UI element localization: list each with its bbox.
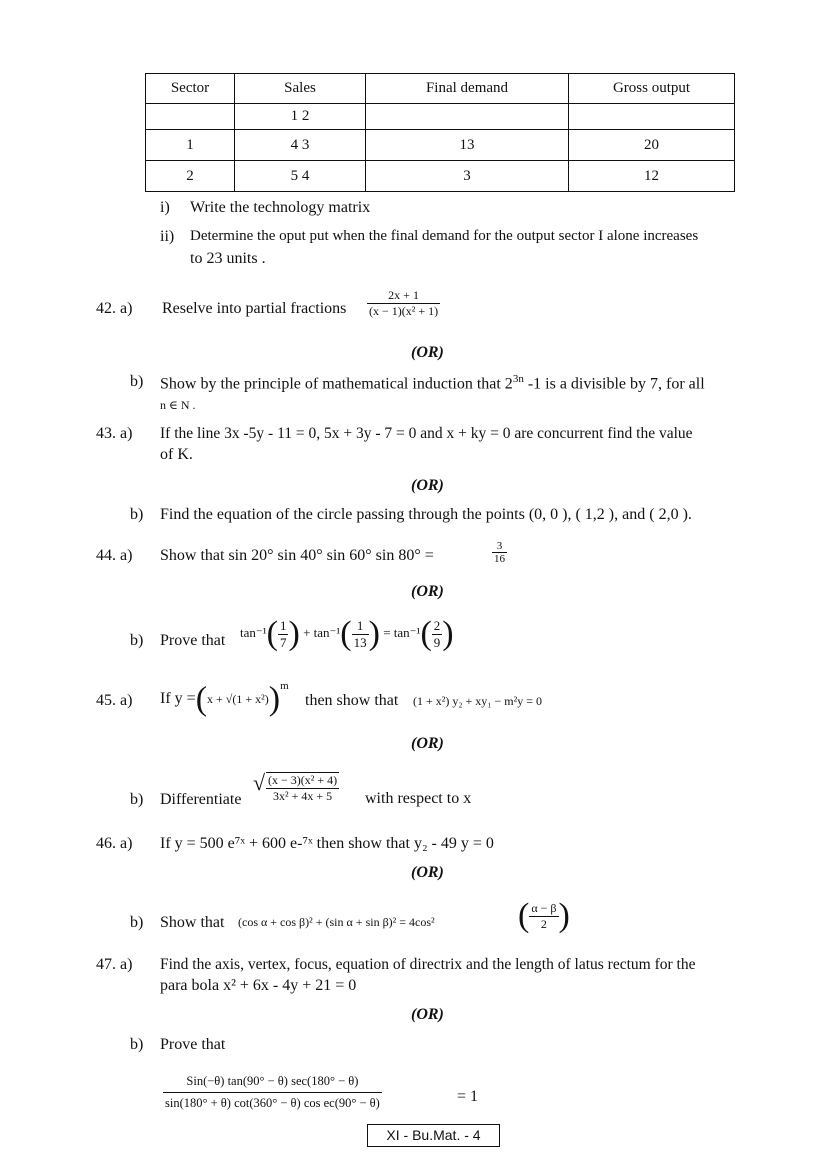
or-label: (OR) bbox=[411, 735, 444, 752]
or-label: (OR) bbox=[411, 583, 444, 600]
q45a-equation: (1 + x²) y₂ + xy₁ − m²y = 0 bbox=[413, 694, 542, 708]
q45-number: 45. a) bbox=[96, 692, 133, 709]
q44b-label: b) bbox=[130, 632, 144, 649]
q46-number: 46. a) bbox=[96, 835, 133, 852]
table-row: 1 4 3 13 20 bbox=[146, 130, 735, 161]
q41-i-label: i) bbox=[160, 199, 170, 216]
q45b-label: b) bbox=[130, 791, 144, 808]
q47b-rhs: = 1 bbox=[457, 1088, 479, 1105]
q43-number: 43. a) bbox=[96, 425, 133, 442]
or-label: (OR) bbox=[411, 864, 444, 881]
sqrt-sign: √ bbox=[253, 770, 266, 795]
q45b-fraction: $\frac{\text{(x − 3)(x² + 4)}}{\text{3x² + 4x + 5}}$ bbox=[268, 773, 338, 803]
q41-i-text: Write the technology matrix bbox=[190, 199, 371, 216]
q45a-then: then show that bbox=[305, 692, 399, 709]
q44a-fraction: $\frac{3}{16}$ bbox=[494, 540, 505, 565]
q47a-line1: Find the axis, vertex, focus, equation of directrix and the length of latus rectum for the bbox=[160, 956, 696, 973]
q46b-expression: (cos α + cos β)² + (sin α + sin β)² = 4cos² bbox=[238, 915, 435, 929]
q44-number: 44. a) bbox=[96, 547, 133, 564]
q45a-expression: If $y =(x + √(1 + x^2))^m$ bbox=[160, 680, 289, 718]
q45b-prefix: Differentiate bbox=[160, 791, 242, 808]
q42a-text: Reselve into partial fractions bbox=[162, 300, 347, 317]
table-row: 2 5 4 3 12 bbox=[146, 161, 735, 192]
or-label: (OR) bbox=[411, 1006, 444, 1023]
q47b-label: b) bbox=[130, 1036, 144, 1053]
q47a-line2: para bola x² + 6x - 4y + 21 = 0 bbox=[160, 977, 357, 994]
input-output-table bbox=[145, 73, 735, 192]
q47b-text: Prove that bbox=[160, 1036, 226, 1053]
q43a-line2: of K. bbox=[160, 446, 193, 463]
or-label: (OR) bbox=[411, 344, 444, 361]
q42a-fraction: $\frac{2x + 1}{\text{(x − 1)(x² + 1)}}$ bbox=[369, 288, 439, 318]
table-header-sales: Sales bbox=[235, 74, 366, 104]
q42b-label: b) bbox=[130, 373, 144, 390]
q44b-expression: tan⁻¹( $\frac{1}{7}$ ) + tan⁻¹( $\frac{1}{13}$ ) = tan⁻¹( $\frac{2}{9}$ ) bbox=[240, 615, 454, 652]
q46b-prefix: Show that bbox=[160, 914, 225, 931]
q47b-fraction: Sin(−θ) tan(90° − θ) sec(180° − θ) sin(180° + θ) cot(360° − θ) cos ec(90° − θ) bbox=[165, 1074, 380, 1110]
page-footer-code: XI - Bu.Mat. - 4 bbox=[367, 1124, 500, 1147]
q43b-label: b) bbox=[130, 506, 144, 523]
q41-ii-label: ii) bbox=[160, 228, 175, 245]
q45b-suffix: with respect to x bbox=[365, 790, 472, 807]
q41-ii-line1: Determine the oput put when the final demand for the output sector I alone increases bbox=[190, 228, 699, 244]
sales-subheader: 1 2 bbox=[235, 104, 366, 130]
table-header-final-demand: Final demand bbox=[366, 74, 569, 104]
q47-number: 47. a) bbox=[96, 956, 133, 973]
q42b-text: Show by the principle of mathematical induction that $2^{3n}$ -1 is a divisible by 7, for all bbox=[160, 373, 705, 393]
q44a-text: Show that sin 20° sin 40° sin 60° sin 80° = bbox=[160, 547, 434, 564]
q43a-line1: If the line 3x -5y - 11 = 0, 5x + 3y - 7 = 0 and x + ky = 0 are concurrent find the value bbox=[160, 425, 693, 442]
table-header-sector: Sector bbox=[146, 74, 235, 104]
q41-ii-line2: to 23 units . bbox=[190, 250, 266, 267]
table-header-gross-output: Gross output bbox=[569, 74, 735, 104]
q44b-prefix: Prove that bbox=[160, 632, 226, 649]
q42b-line2: n ∈ N . bbox=[160, 398, 196, 412]
q42-number: 42. a) bbox=[96, 300, 133, 317]
q43b-text: Find the equation of the circle passing through the points (0, 0 ), ( 1,2 ), and ( 2,0 ). bbox=[160, 506, 692, 523]
q46b-label: b) bbox=[130, 914, 144, 931]
q46b-fraction-wrap: ( $\frac{\alpha - \beta}{2}$ ) bbox=[518, 897, 570, 934]
or-label: (OR) bbox=[411, 477, 444, 494]
q46a-text: If y = 500 e⁷ˣ + 600 e-⁷ˣ then show that y₂ - 49 y = 0 bbox=[160, 835, 494, 852]
